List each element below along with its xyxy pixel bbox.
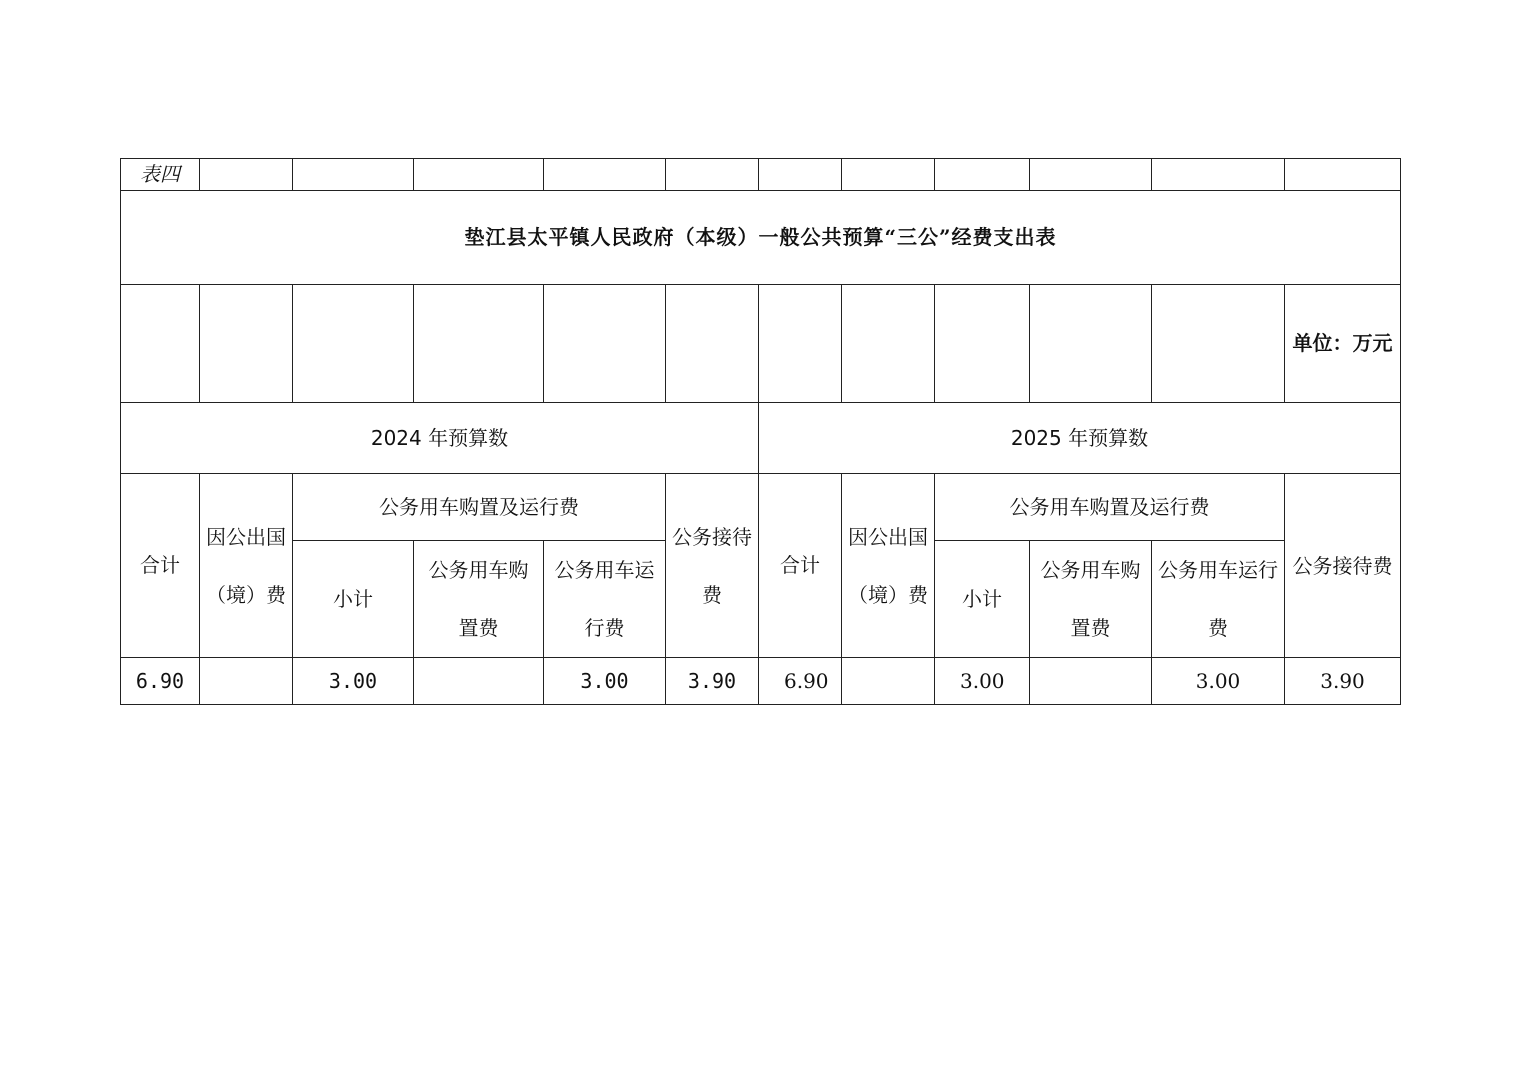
- empty-cell: [666, 159, 759, 191]
- value-subtotal-2025: 3.00: [935, 658, 1030, 705]
- empty-cell: [1152, 159, 1285, 191]
- value-abroad-2024: [200, 658, 293, 705]
- empty-cell: [293, 285, 414, 403]
- header-vehicle-group-2024: 公务用车购置及运行费: [293, 474, 666, 541]
- header-subtotal-2025: 小计: [935, 541, 1030, 658]
- empty-cell: [935, 159, 1030, 191]
- header-reception-2024-label: 公务接待费: [672, 524, 752, 607]
- empty-cell: [935, 285, 1030, 403]
- header-abroad-2025-label: 因公出国（境）费: [848, 524, 928, 607]
- empty-cell: [121, 285, 200, 403]
- unit-row: [121, 285, 1401, 403]
- value-abroad-2025: [842, 658, 935, 705]
- empty-cell: [544, 285, 666, 403]
- header-total-2024: 合计: [121, 474, 200, 658]
- year-2024-header: 2024 年预算数: [121, 403, 759, 474]
- header-vehicle-operation-2025: [1152, 541, 1285, 658]
- empty-cell: [1285, 159, 1401, 191]
- tag-row: [121, 159, 1401, 191]
- empty-cell: [1030, 285, 1152, 403]
- value-total-2024: 6.90: [121, 658, 200, 705]
- empty-cell: [293, 159, 414, 191]
- header-vehicle-group-2025: 公务用车购置及运行费: [935, 474, 1285, 541]
- header-vehicle-purchase-2025: [1030, 541, 1152, 658]
- empty-cell: [200, 285, 293, 403]
- table-tag: 表四: [121, 159, 200, 191]
- header-abroad-2025: [842, 474, 935, 658]
- value-reception-2024: 3.90: [666, 658, 759, 705]
- three-public-expense-table: [120, 158, 1401, 705]
- value-vehicle-purchase-2025: [1030, 658, 1152, 705]
- empty-cell: [544, 159, 666, 191]
- empty-cell: [414, 159, 544, 191]
- value-total-2025: 6.90: [759, 658, 842, 705]
- empty-cell: [842, 285, 935, 403]
- header-row-1: [121, 474, 1401, 541]
- header-total-2025: 合计: [759, 474, 842, 658]
- unit-label: 单位：万元: [1285, 285, 1401, 403]
- header-reception-2025: [1285, 474, 1401, 658]
- header-vehicle-purchase-2024: [414, 541, 544, 658]
- empty-cell: [414, 285, 544, 403]
- empty-cell: [666, 285, 759, 403]
- year-2025-header: 2025 年预算数: [759, 403, 1401, 474]
- value-subtotal-2024: 3.00: [293, 658, 414, 705]
- header-reception-2024: [666, 474, 759, 658]
- header-vehicle-purchase-2025-label: 公务用车购置费: [1040, 558, 1141, 640]
- value-vehicle-operation-2025: 3.00: [1152, 658, 1285, 705]
- empty-cell: [759, 159, 842, 191]
- table-title: 垫江县太平镇人民政府（本级）一般公共预算“三公”经费支出表: [121, 191, 1401, 285]
- value-reception-2025: 3.90: [1285, 658, 1401, 705]
- empty-cell: [1030, 159, 1152, 191]
- header-vehicle-operation-2024: [544, 541, 666, 658]
- header-vehicle-operation-2024-label: 公务用车运行费: [554, 558, 655, 640]
- header-subtotal-2024: 小计: [293, 541, 414, 658]
- empty-cell: [759, 285, 842, 403]
- header-abroad-2024: [200, 474, 293, 658]
- value-vehicle-purchase-2024: [414, 658, 544, 705]
- header-vehicle-operation-2025-label: 公务用车运行费: [1158, 558, 1278, 640]
- title-row: [121, 191, 1401, 285]
- year-row: [121, 403, 1401, 474]
- empty-cell: [842, 159, 935, 191]
- header-vehicle-purchase-2024-label: 公务用车购置费: [428, 558, 529, 640]
- value-vehicle-operation-2024: 3.00: [544, 658, 666, 705]
- empty-cell: [200, 159, 293, 191]
- header-reception-2025-label: 公务接待费: [1292, 553, 1393, 578]
- header-abroad-2024-label: 因公出国（境）费: [206, 524, 286, 607]
- empty-cell: [1152, 285, 1285, 403]
- data-row: [121, 658, 1401, 705]
